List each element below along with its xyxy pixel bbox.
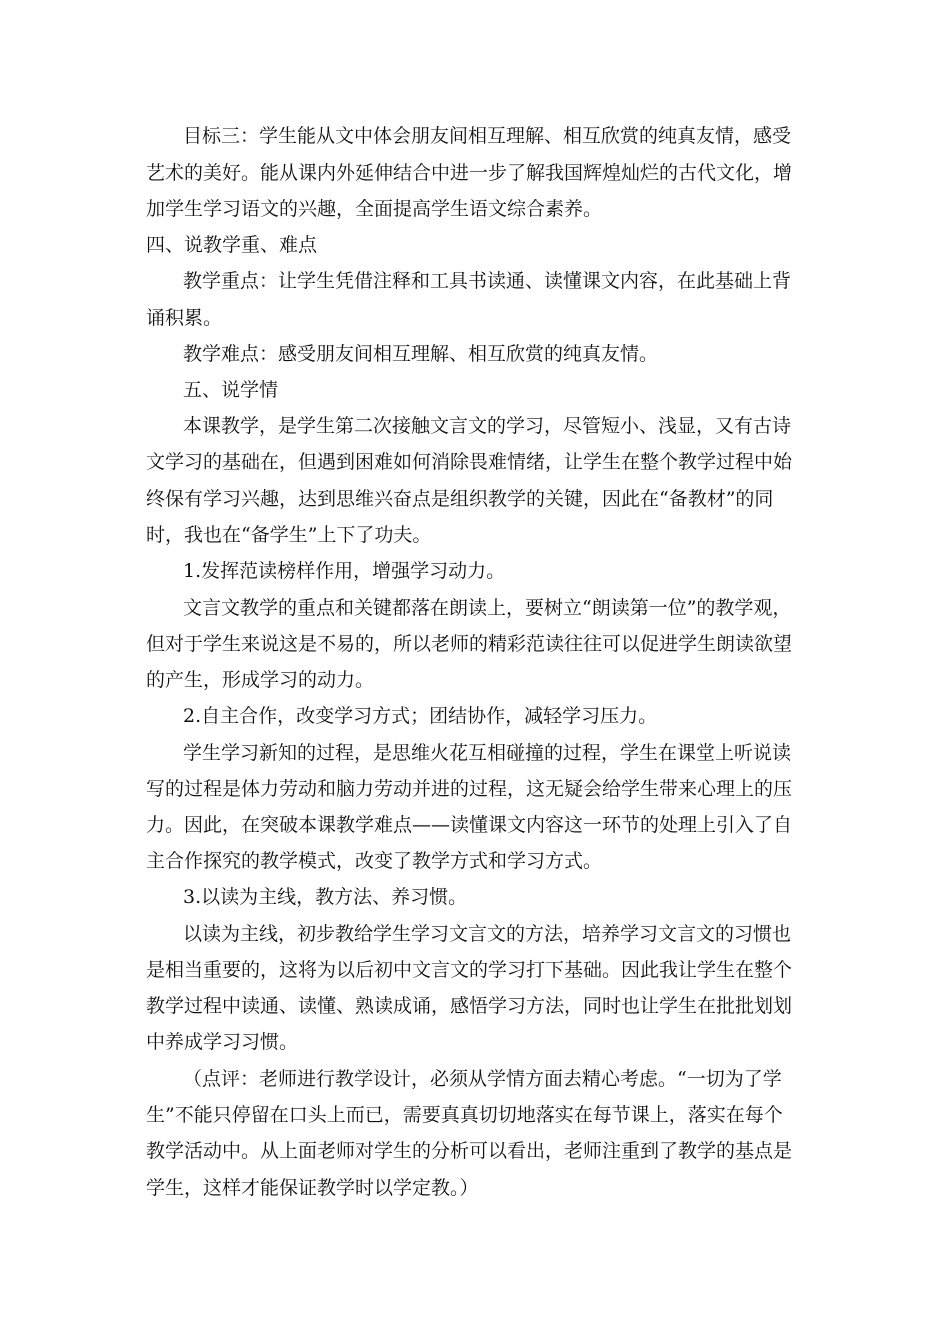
text-line: 文学习的基础在，但遇到困难如何消除畏难情绪，让学生在整个教学过程中始 — [146, 451, 793, 473]
comment-line: （点评：老师进行教学设计，必须从学情方面去精心考虑。“一切为了学 — [183, 1068, 782, 1090]
subheading: 2.自主合作，改变学习方式；团结协作，减轻学习压力。 — [183, 705, 658, 727]
text-line: 本课教学，是学生第二次接触文言文的学习，尽管短小、浅显，又有古诗 — [183, 415, 792, 437]
subheading: 3.以读为主线，教方法、养习惯。 — [183, 886, 468, 908]
text-line: 力。因此，在突破本课教学难点——读懂课文内容这一环节的处理上引入了自 — [146, 814, 793, 836]
comment-line: 学生，这样才能保证教学时以学定教。） — [146, 1177, 479, 1199]
section-heading: 五、说学情 — [183, 379, 279, 401]
text-line: 时，我也在“备学生”上下了功夫。 — [146, 524, 432, 546]
text-line: 文言文教学的重点和关键都落在朗读上，要树立“朗读第一位”的教学观， — [183, 597, 792, 619]
subheading: 1.发挥范读榜样作用，增强学习动力。 — [183, 560, 506, 582]
text-line: 终保有学习兴趣，达到思维兴奋点是组织教学的关键，因此在“备教材”的同 — [146, 488, 774, 510]
text-line: 目标三：学生能从文中体会朋友间相互理解、相互欣赏的纯真友情，感受 — [183, 125, 792, 147]
section-heading: 四、说教学重、难点 — [146, 234, 318, 256]
text-line: 主合作探究的教学模式，改变了教学方式和学习方式。 — [146, 850, 603, 872]
text-line: 加学生学习语文的兴趣，全面提高学生语文综合素养。 — [146, 198, 603, 220]
comment-line: 生”不能只停留在口头上而已，需要真真切切地落实在每节课上，落实在每个 — [146, 1104, 783, 1126]
text-line: 是相当重要的，这将为以后初中文言文的学习打下基础。因此我让学生在整个 — [146, 959, 793, 981]
text-line: 教学重点：让学生凭借注释和工具书读通、读懂课文内容，在此基础上背 — [183, 270, 792, 292]
text-line: 学生学习新知的过程，是思维火花互相碰撞的过程，学生在课堂上听说读 — [183, 742, 792, 764]
text-line: 诵积累。 — [146, 307, 223, 329]
text-line: 写的过程是体力劳动和脑力劳动并进的过程，这无疑会给学生带来心理上的压 — [146, 778, 793, 800]
text-line: 但对于学生来说这是不易的，所以老师的精彩范读往往可以促进学生朗读欲望 — [146, 633, 793, 655]
text-line: 以读为主线，初步教给学生学习文言文的方法，培养学习文言文的习惯也 — [183, 923, 792, 945]
text-line: 教学难点：感受朋友间相互理解、相互欣赏的纯真友情。 — [183, 343, 659, 365]
text-line: 艺术的美好。能从课内外延伸结合中进一步了解我国辉煌灿烂的古代文化，增 — [146, 162, 793, 184]
comment-line: 教学活动中。从上面老师对学生的分析可以看出，老师注重到了教学的基点是 — [146, 1140, 793, 1162]
text-line: 中养成学习习惯。 — [146, 1031, 299, 1053]
text-line: 的产生，形成学习的动力。 — [146, 669, 375, 691]
text-line: 教学过程中读通、读懂、熟读成诵，感悟学习方法，同时也让学生在批批划划 — [146, 995, 793, 1017]
